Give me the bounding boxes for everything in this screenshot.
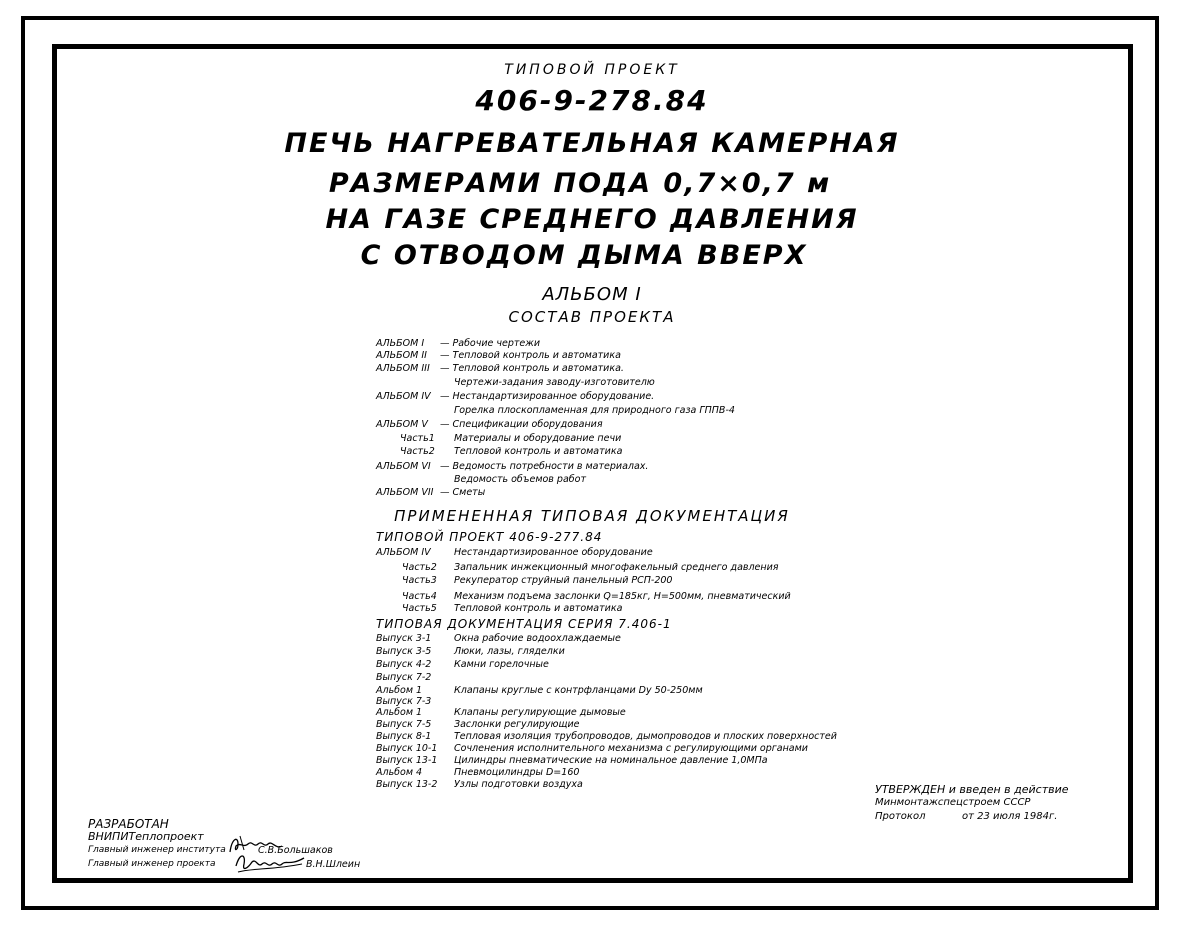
row-label: Часть2 <box>402 562 437 573</box>
typical-project-label: ТИПОВОЙ ПРОЕКТ <box>504 62 680 78</box>
row-text: Чертежи-задания заводу-изготовителю <box>454 377 655 388</box>
row-text: Камни горелочные <box>454 659 549 670</box>
row-label: Выпуск 3-1 <box>376 633 432 644</box>
row-text: Клапаны круглые с контрфланцами Dу 50-250мм <box>454 685 703 696</box>
row-text: — Тепловой контроль и автоматика. <box>440 363 624 374</box>
approved-ministry: Минмонтажспецстроем СССР <box>875 797 1031 808</box>
row-label: Выпуск 7-3 <box>376 696 432 707</box>
signature-project <box>232 850 308 878</box>
protocol-label: Протокол <box>875 811 926 822</box>
row-text: Материалы и оборудование печи <box>454 433 622 444</box>
developed-title: РАЗРАБОТАН <box>88 817 169 831</box>
applied-docs-heading: ПРИМЕНЕННАЯ ТИПОВАЯ ДОКУМЕНТАЦИЯ <box>394 507 790 525</box>
row-label: Выпуск 7-2 <box>376 672 432 683</box>
row-label: Часть4 <box>402 591 437 602</box>
row-label: АЛЬБОМ V <box>376 419 428 430</box>
title-line-2: РАЗМЕРАМИ ПОДА 0,7×0,7 м <box>328 168 832 199</box>
row-text: Люки, лазы, гляделки <box>454 646 565 657</box>
row-label: Альбом 4 <box>376 767 423 778</box>
row-text: — Рабочие чертежи <box>440 338 540 349</box>
row-text: Нестандартизированное оборудование <box>454 547 653 558</box>
protocol-date: от 23 июля 1984г. <box>962 811 1058 822</box>
title-line-1: ПЕЧЬ НАГРЕВАТЕЛЬНАЯ КАМЕРНАЯ <box>284 128 900 159</box>
title-line-4: С ОТВОДОМ ДЫМА ВВЕРХ <box>360 240 808 271</box>
row-label: Выпуск 3-5 <box>376 646 432 657</box>
row-label: Альбом 1 <box>376 685 423 696</box>
project-number: 406-9-278.84 <box>475 84 709 117</box>
row-label: Выпуск 8-1 <box>376 731 432 742</box>
row-text: Рекуператор струйный панельный РСП-200 <box>454 575 673 586</box>
row-text: Пневмоцилиндры D=160 <box>454 767 580 778</box>
row-label: АЛЬБОМ III <box>376 363 430 374</box>
row-text: Горелка плоскопламенная для природного газа ГППВ-4 <box>454 405 735 416</box>
row-text: Клапаны регулирующие дымовые <box>454 707 626 718</box>
row-label: АЛЬБОМ II <box>376 350 427 361</box>
row-text: Механизм подъема заслонки Q=185кг, Н=500мм, пневматический <box>454 591 791 602</box>
row-text: — Тепловой контроль и автоматика <box>440 350 621 361</box>
row-text: Тепловой контроль и автоматика <box>454 603 623 614</box>
row-label: АЛЬБОМ IV <box>376 391 431 402</box>
approved-title: УТВЕРЖДЕН и введен в действие <box>875 783 1069 796</box>
row-text: Ведомость объемов работ <box>454 474 586 485</box>
row-text: Тепловой контроль и автоматика <box>454 446 623 457</box>
composition-heading: СОСТАВ ПРОЕКТА <box>508 308 676 326</box>
row-label: Выпуск 13-2 <box>376 779 438 790</box>
chief-engineer-project-role: Главный инженер проекта <box>88 859 216 869</box>
row-label: Часть3 <box>402 575 437 586</box>
row-label: АЛЬБОМ IV <box>376 547 431 558</box>
row-text: Цилиндры пневматические на номинальное давление 1,0МПа <box>454 755 768 766</box>
series-heading: ТИПОВАЯ ДОКУМЕНТАЦИЯ СЕРИЯ 7.406-1 <box>376 617 672 631</box>
row-text: Окна рабочие водоохлаждаемые <box>454 633 621 644</box>
row-label: АЛЬБОМ I <box>376 338 425 349</box>
chief-engineer-project-name: В.Н.Шлеин <box>306 859 361 870</box>
row-label: Часть5 <box>402 603 437 614</box>
row-label: Часть2 <box>400 446 435 457</box>
row-label: Часть1 <box>400 433 435 444</box>
developed-org: ВНИПИТеплопроект <box>88 830 204 843</box>
row-text: — Нестандартизированное оборудование. <box>440 391 655 402</box>
row-text: Тепловая изоляция трубопроводов, дымопроводов и плоских поверхностей <box>454 731 837 742</box>
row-text: — Спецификации оборудования <box>440 419 603 430</box>
row-label: Выпуск 7-5 <box>376 719 432 730</box>
row-text: Сочленения исполнительного механизма с регулирующими органами <box>454 743 808 754</box>
row-label: Выпуск 10-1 <box>376 743 438 754</box>
row-label: Альбом 1 <box>376 707 423 718</box>
row-label: Выпуск 13-1 <box>376 755 438 766</box>
row-label: Выпуск 4-2 <box>376 659 432 670</box>
chief-engineer-institute-role: Главный инженер института <box>88 845 226 855</box>
chief-engineer-institute-name: С.В.Большаков <box>258 845 333 856</box>
row-text: — Сметы <box>440 487 486 498</box>
row-label: АЛЬБОМ VI <box>376 461 431 472</box>
row-text: Заслонки регулирующие <box>454 719 580 730</box>
row-label: АЛЬБОМ VII <box>376 487 434 498</box>
project-heading: ТИПОВОЙ ПРОЕКТ 406-9-277.84 <box>376 530 603 544</box>
row-text: Узлы подготовки воздуха <box>454 779 583 790</box>
row-text: — Ведомость потребности в материалах. <box>440 461 649 472</box>
title-line-3: НА ГАЗЕ СРЕДНЕГО ДАВЛЕНИЯ <box>325 204 859 235</box>
album-label: АЛЬБОМ I <box>542 284 642 305</box>
row-text: Запальник инжекционный многофакельный среднего давления <box>454 562 779 573</box>
